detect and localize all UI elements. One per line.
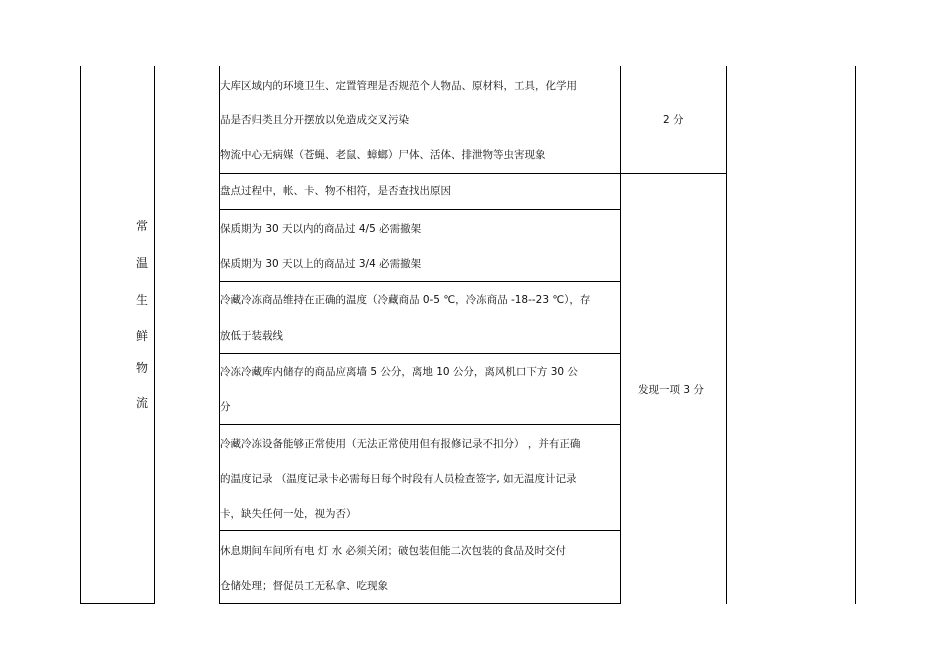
table-border-left <box>80 66 81 604</box>
row-divider <box>219 173 727 174</box>
item-text-line: 冷藏冷冻商品维持在正确的温度（冷藏商品 0-5 ℃，冷冻商品 -18--23 ℃），存 <box>220 294 591 306</box>
item-text-line: 盘点过程中，帐、卡、物不相符，是否查找出原因 <box>220 185 451 197</box>
item-text-line: 仓储处理；督促员工无私拿、吃现象 <box>220 580 388 592</box>
item-text-line: 保质期为 30 天以内的商品过 4/5 必需撤架 <box>220 223 422 235</box>
item-text-line: 卡，缺失任何一处，视为否） <box>220 508 357 520</box>
table-bottom-border <box>80 603 155 604</box>
category-char: 生 <box>136 293 149 307</box>
item-text-line: 冷冻冷藏库内储存的商品应离墙 5 公分，离地 10 公分，离风机口下方 30 公 <box>220 366 578 378</box>
score-label: 发现一项 3 分 <box>638 384 704 396</box>
row-divider <box>219 530 621 531</box>
item-text-line: 冷藏冷冻设备能够正常使用（无法正常使用但有报修记录不扣分） ，并有正确 <box>220 438 581 450</box>
item-text-line: 休息期间车间所有电 灯 水 必须关闭；破包装但能二次包装的食品及时交付 <box>220 545 567 557</box>
item-text-line: 物流中心无病媒（苍蝇、老鼠、蟑螂）尸体、活体、排泄物等虫害现象 <box>220 149 546 161</box>
category-char: 物 <box>136 361 149 375</box>
item-column-right-border <box>620 66 621 604</box>
category-char: 流 <box>136 396 149 410</box>
item-text-line: 保质期为 30 天以上的商品过 3/4 必需撤架 <box>220 258 422 270</box>
item-text-line: 的温度记录 （温度记录卡必需每日每个时段有人员检查签字, 如无温度计记录 <box>220 473 577 485</box>
row-divider <box>219 424 621 425</box>
category-column-right-border <box>154 66 155 604</box>
category-char: 温 <box>136 256 149 270</box>
item-text-line: 品是否归类且分开摆放以免造成交叉污染 <box>220 114 409 126</box>
item-text-line: 大库区域内的环境卫生、定置管理是否规范个人物品、原材料，工具，化学用 <box>220 80 577 92</box>
item-text-line: 分 <box>220 401 231 413</box>
category-char: 常 <box>136 219 149 233</box>
row-divider <box>219 281 621 282</box>
table-border-right <box>855 66 856 604</box>
row-divider <box>219 209 621 210</box>
item-text-line: 放低于装载线 <box>220 330 283 342</box>
score-column-right-border <box>726 66 727 604</box>
row-divider <box>219 353 621 354</box>
category-char: 鲜 <box>136 329 149 343</box>
score-label: 2 分 <box>663 114 684 126</box>
table-bottom-border <box>219 603 621 604</box>
